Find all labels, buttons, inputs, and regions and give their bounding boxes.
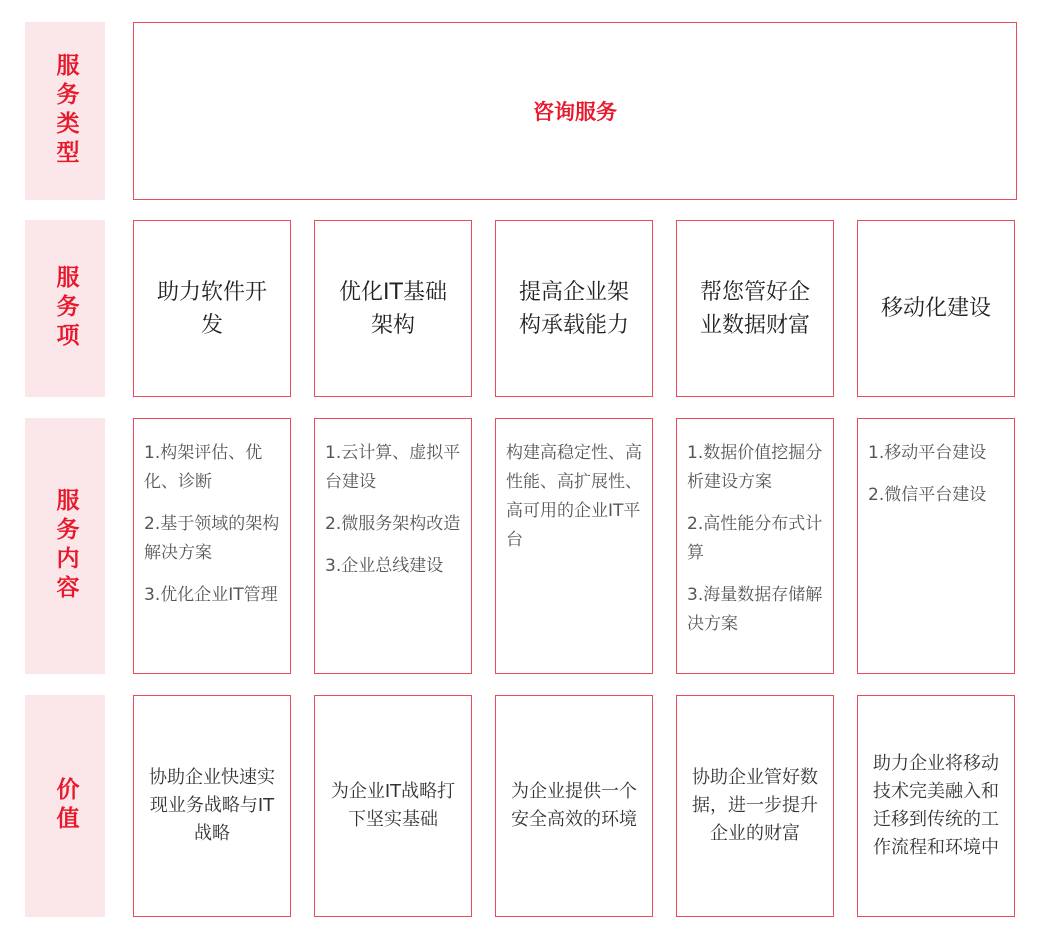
service-item-box bbox=[857, 220, 1015, 397]
service-content-box bbox=[495, 418, 653, 674]
service-type-box bbox=[133, 22, 1017, 200]
value-box bbox=[495, 695, 653, 917]
service-item-label: 助力软件开发 bbox=[156, 279, 267, 338]
service-item-box bbox=[314, 220, 472, 397]
service-item-label: 帮您管好企业数据财富 bbox=[699, 279, 810, 338]
service-content-item: 1.云计算、虚拟平台建设 bbox=[325, 443, 461, 492]
service-content-list bbox=[687, 439, 823, 639]
service-content-item: 3.企业总线建设 bbox=[325, 556, 444, 576]
value-box bbox=[857, 695, 1015, 917]
service-content-item: 2.基于领域的架构解决方案 bbox=[144, 514, 280, 563]
service-item-box bbox=[676, 220, 834, 397]
service-content-item: 构建高稳定性、高性能、高扩展性、高可用的企业IT平台 bbox=[506, 443, 642, 550]
row-label-text: 服务项 bbox=[52, 265, 79, 352]
service-type-title: 咨询服务 bbox=[533, 100, 617, 124]
row-label-text: 价值 bbox=[52, 777, 79, 835]
service-item-label: 移动化建设 bbox=[880, 296, 991, 321]
service-content-item: 1.数据价值挖掘分析建设方案 bbox=[687, 443, 823, 492]
row-label-text: 服务内容 bbox=[52, 488, 79, 604]
row-label-service-items bbox=[25, 220, 105, 397]
value-text: 为企业IT战略打下坚实基础 bbox=[330, 781, 456, 830]
service-content-item: 2.高性能分布式计算 bbox=[687, 514, 823, 563]
service-item-label: 优化IT基础架构 bbox=[339, 279, 447, 338]
value-text: 协助企业管好数据，进一步提升企业的财富 bbox=[692, 767, 818, 844]
service-content-item: 1.构架评估、优化、诊断 bbox=[144, 443, 263, 492]
service-content-item: 3.海量数据存储解决方案 bbox=[687, 585, 823, 634]
row-label-service-type bbox=[25, 22, 105, 200]
value-box bbox=[676, 695, 834, 917]
service-content-list bbox=[325, 439, 461, 581]
row-label-text: 服务类型 bbox=[52, 53, 79, 169]
value-box bbox=[314, 695, 472, 917]
service-item-label: 提高企业架构承载能力 bbox=[518, 279, 629, 338]
value-text: 协助企业快速实现业务战略与IT战略 bbox=[149, 767, 275, 844]
row-label-service-content bbox=[25, 418, 105, 674]
service-item-box bbox=[133, 220, 291, 397]
value-text: 助力企业将移动技术完美融入和迁移到传统的工作流程和环境中 bbox=[873, 753, 999, 858]
service-content-item: 2.微信平台建设 bbox=[868, 485, 987, 505]
service-content-item: 1.移动平台建设 bbox=[868, 443, 987, 463]
row-label-value bbox=[25, 695, 105, 917]
service-item-box bbox=[495, 220, 653, 397]
service-content-item: 3.优化企业IT管理 bbox=[144, 585, 278, 605]
service-content-box bbox=[133, 418, 291, 674]
service-content-item: 2.微服务架构改造 bbox=[325, 514, 461, 534]
service-content-box bbox=[314, 418, 472, 674]
service-content-box bbox=[676, 418, 834, 674]
service-content-box bbox=[857, 418, 1015, 674]
value-box bbox=[133, 695, 291, 917]
service-content-list bbox=[868, 439, 1004, 510]
service-content-list bbox=[144, 439, 280, 610]
service-content-list bbox=[506, 439, 642, 555]
value-text: 为企业提供一个安全高效的环境 bbox=[511, 781, 637, 830]
